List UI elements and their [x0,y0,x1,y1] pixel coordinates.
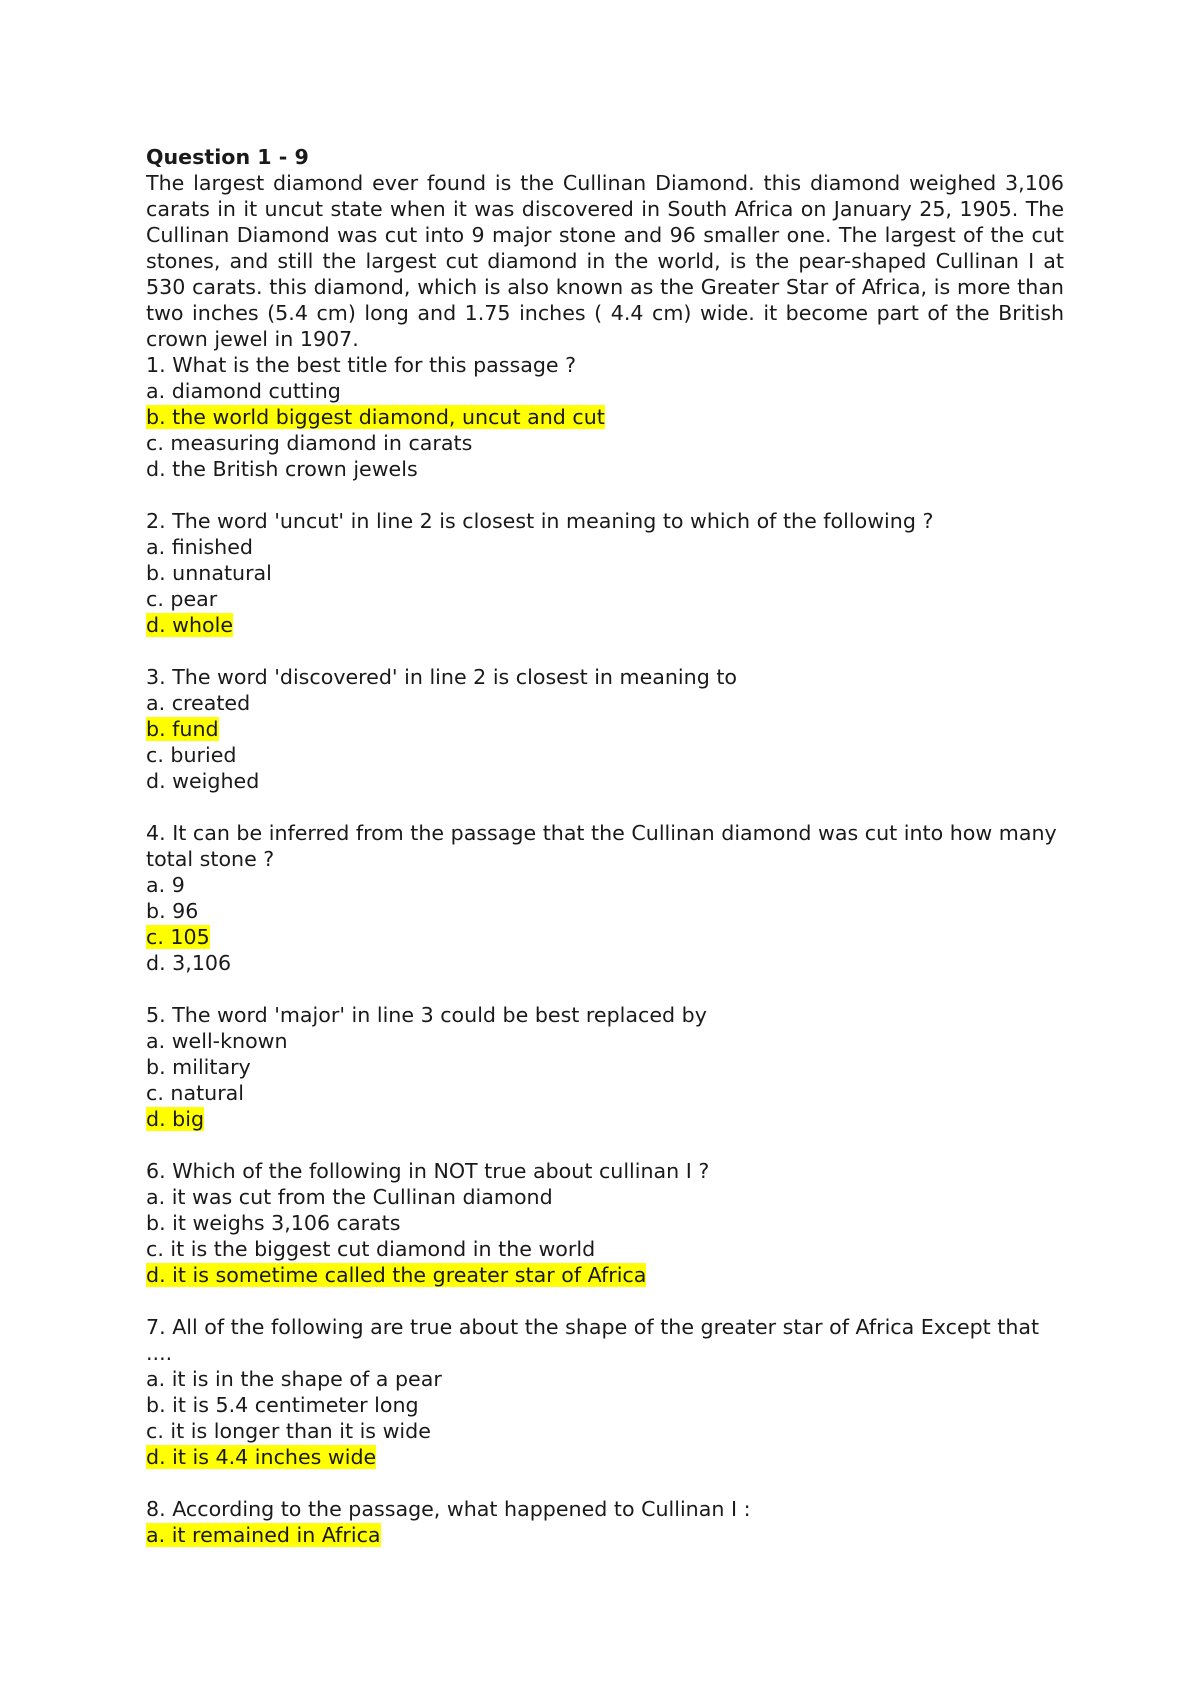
answer-option-highlighted [146,404,1064,430]
question-spacer [146,794,1064,820]
option-text: c. measuring diamond in carats [146,431,473,455]
option-text: a. it is in the shape of a pear [146,1367,442,1391]
answer-option [146,456,1064,482]
option-text: a. well-known [146,1029,288,1053]
question-spacer [146,482,1064,508]
answer-option [146,1210,1064,1236]
answer-option [146,898,1064,924]
question-spacer [146,1470,1064,1496]
answer-option [146,1392,1064,1418]
question-block [146,352,1064,482]
question-spacer [146,1132,1064,1158]
question-text: 1. What is the best title for this passage ? [146,353,577,377]
option-text: c. 105 [146,925,210,949]
answer-option-highlighted [146,1262,1064,1288]
option-text: a. it was cut from the Cullinan diamond [146,1185,553,1209]
answer-option-highlighted [146,1522,1064,1548]
option-text: b. it weighs 3,106 carats [146,1211,401,1235]
question-block [146,820,1064,976]
answer-option [146,1366,1064,1392]
option-text: a. 9 [146,873,185,897]
answer-option [146,430,1064,456]
option-text: b. fund [146,717,219,741]
answer-option [146,1028,1064,1054]
question-block [146,1314,1064,1470]
answer-option [146,1184,1064,1210]
question-block [146,1002,1064,1132]
question-list [146,352,1064,1548]
answer-option [146,1080,1064,1106]
question-spacer [146,976,1064,1002]
option-text: a. diamond cutting [146,379,341,403]
answer-option [146,534,1064,560]
option-text: b. military [146,1055,251,1079]
reading-passage: The largest diamond ever found is the Cullinan Diamond. this diamond weighed 3,106 carats in it uncut state when it was discovered in South Africa on January 25, 1905. The Cullinan Diamond was cut into 9 major stone and 96 smaller one. The largest of the cut stones, and still the largest cut diamond in the world, is the pear-shaped Cullinan I at 530 carats. this diamond, which is also known as the Greater Star of Africa, is more than two inches (5.4 cm) long and 1.75 inches ( 4.4 cm) wide. it become part of the British crown jewel in 1907. [146,171,1064,351]
question-block [146,508,1064,638]
answer-option-highlighted [146,1444,1064,1470]
option-text: c. buried [146,743,237,767]
question-spacer [146,638,1064,664]
answer-option-highlighted [146,612,1064,638]
option-text: a. it remained in Africa [146,1523,381,1547]
question-block [146,664,1064,794]
question-block [146,1496,1064,1548]
option-text: d. it is sometime called the greater star of Africa [146,1263,647,1287]
answer-option [146,1054,1064,1080]
option-text: b. it is 5.4 centimeter long [146,1393,419,1417]
question-text: 5. The word 'major' in line 3 could be best replaced by [146,1003,707,1027]
question-text: 2. The word 'uncut' in line 2 is closest in meaning to which of the following ? [146,509,934,533]
option-text: d. big [146,1107,205,1131]
option-text: b. 96 [146,899,199,923]
option-text: c. it is the biggest cut diamond in the world [146,1237,596,1261]
answer-option [146,586,1064,612]
option-text: d. 3,106 [146,951,232,975]
answer-option [146,1418,1064,1444]
option-text: c. natural [146,1081,245,1105]
answer-option [146,560,1064,586]
option-text: a. created [146,691,251,715]
answer-option [146,742,1064,768]
document-title: Question 1 - 9 [146,145,309,169]
question-text: 3. The word 'discovered' in line 2 is closest in meaning to [146,665,737,689]
question-text: 4. It can be inferred from the passage that the Cullinan diamond was cut into how many total stone ? [146,821,1057,871]
document-page [146,144,1064,1548]
question-text: 6. Which of the following in NOT true about cullinan I ? [146,1159,710,1183]
answer-option-highlighted [146,924,1064,950]
option-text: d. whole [146,613,234,637]
option-text: d. it is 4.4 inches wide [146,1445,377,1469]
answer-option [146,690,1064,716]
answer-option [146,1236,1064,1262]
answer-option [146,378,1064,404]
question-spacer [146,1288,1064,1314]
question-block [146,1158,1064,1288]
option-text: a. finished [146,535,253,559]
option-text: d. the British crown jewels [146,457,418,481]
question-text: 7. All of the following are true about the shape of the greater star of Africa Except that .... [146,1315,1040,1365]
question-text: 8. According to the passage, what happened to Cullinan I : [146,1497,751,1521]
option-text: c. pear [146,587,218,611]
option-text: b. the world biggest diamond, uncut and cut [146,405,605,429]
answer-option [146,768,1064,794]
answer-option [146,950,1064,976]
option-text: d. weighed [146,769,260,793]
answer-option [146,872,1064,898]
option-text: c. it is longer than it is wide [146,1419,431,1443]
answer-option-highlighted [146,716,1064,742]
answer-option-highlighted [146,1106,1064,1132]
option-text: b. unnatural [146,561,272,585]
